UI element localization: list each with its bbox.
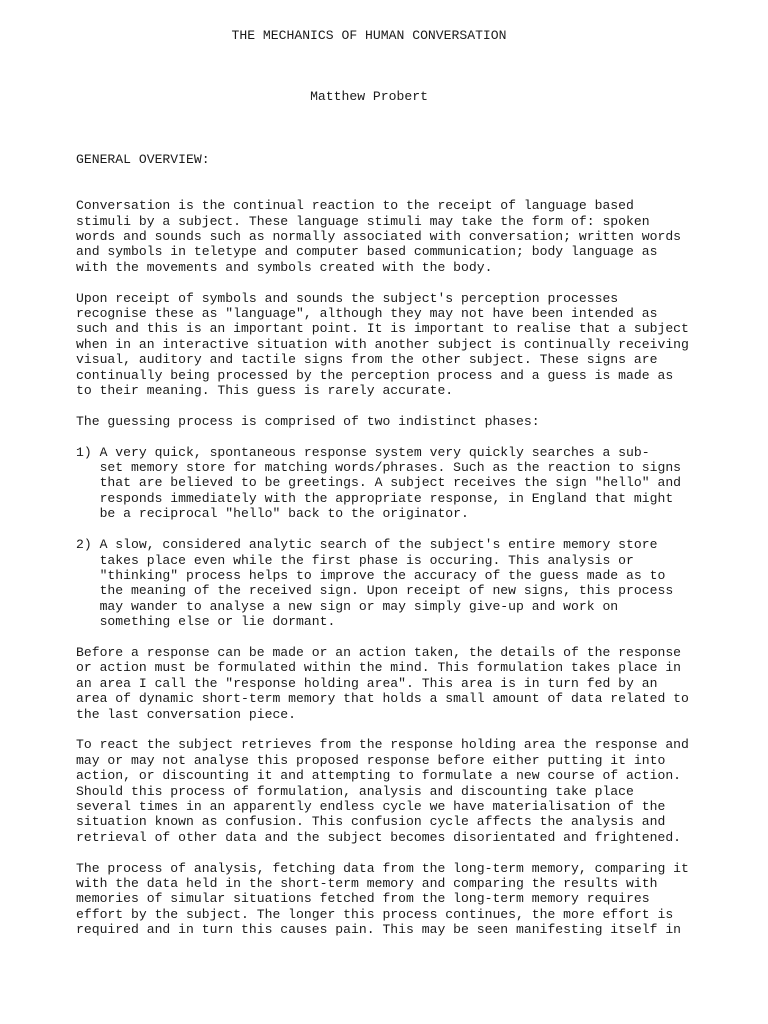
phase-list <box>76 444 682 630</box>
paragraph-guessing-intro: The guessing process is comprised of two indistinct phases: <box>76 413 540 429</box>
paragraph-response-holding: Before a response can be made or an action taken, the details of the response or action must be formulated within the mind. This formulation takes place in an area I call the "response holding area". This area is in turn fed by an area of dynamic short-term memory that holds a small amount of data related to the last conversation piece. <box>76 644 689 722</box>
paragraph-analysis-effort: The process of analysis, fetching data from the long-term memory, comparing it with the data held in the short-term memory and comparing the results with memories of simular situations fetched from the long-term memory requires effort by the subject. The longer this process continues, the more effort is required and in turn this causes pain. This may be seen manifesting itself in <box>76 860 689 938</box>
list-item-phase-1: 1) A very quick, spontaneous response system very quickly searches a sub- set memory store for matching words/phrases. Such as the reaction to signs that are believed to be greetings. A subject receives the sign "hello" and responds immediately with the appropriate response, in England that might be a reciprocal "hello" back to the originator. <box>76 444 682 522</box>
paragraph-conversation-definition: Conversation is the continual reaction to the receipt of language based stimuli by a subject. These language stimuli may take the form of: spoken words and sounds such as normally associated with conversation; written words and symbols in teletype and computer based communication; body language as with the movements and symbols created with the body. <box>76 198 682 275</box>
section-heading: GENERAL OVERVIEW: <box>76 151 210 167</box>
document-author: Matthew Probert <box>310 89 428 105</box>
document-title: THE MECHANICS OF HUMAN CONVERSATION <box>231 28 507 43</box>
paragraph-confusion: To react the subject retrieves from the response holding area the response and may or may not analyse this proposed response before either putting it into action, or discounting it and attempting to formulate a new course of action. Should this process of formulation, analysis and discounting take place several times in an apparently endless cycle we have materialisation of the situation known as confusion. This confusion cycle affects the analysis and retrieval of other data and the subject becomes disorientated and frightened. <box>76 737 689 845</box>
list-item-phase-2: 2) A slow, considered analytic search of the subject's entire memory store takes place even while the first phase is occuring. This analysis or "thinking" process helps to improve the accuracy of the guess made as to the meaning of the received sign. Upon receipt of new signs, this process may wander to analyse a new sign or may simply give-up and work on something else or lie dormant. <box>76 537 674 630</box>
document-page <box>76 28 689 953</box>
paragraph-perception: Upon receipt of symbols and sounds the subject's perception processes recognise these as "language", although they may not have been intended as such and this is an important point. It is important to realise that a subject when in an interactive situation with another subject is continually receiving visual, auditory and tactile signs from the other subject. These signs are continually being processed by the perception process and a guess is made as to their meaning. This guess is rarely accurate. <box>76 290 689 399</box>
